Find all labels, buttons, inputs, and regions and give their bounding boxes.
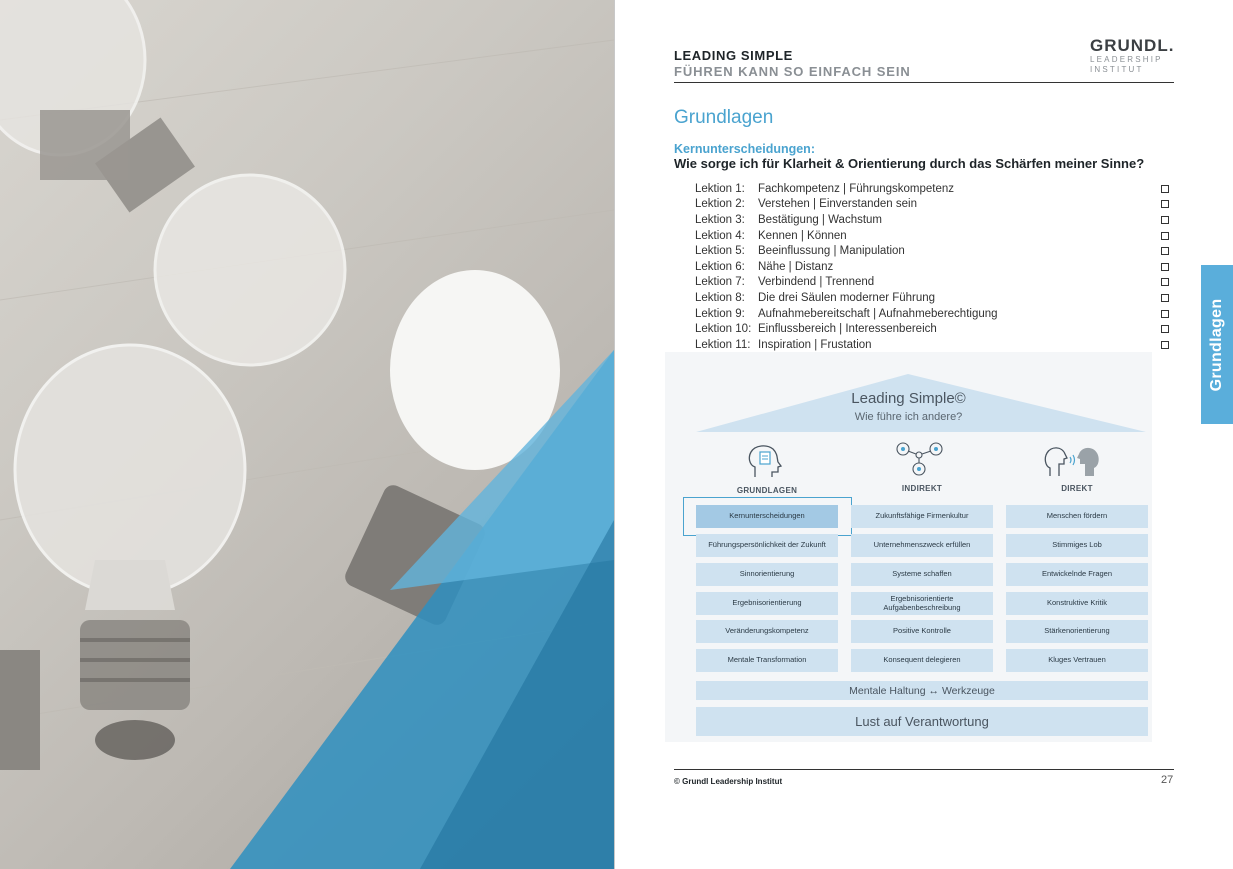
lesson-title: Beeinflussung | Manipulation: [758, 245, 905, 258]
footer-copyright: © Grundl Leadership Institut: [674, 777, 783, 786]
diagram-cell: Konstruktive Kritik: [1006, 592, 1148, 615]
lesson-item: [695, 259, 1175, 275]
lesson-title: Einflussbereich | Interessenbereich: [758, 323, 937, 336]
lesson-checkbox[interactable]: [1161, 247, 1169, 255]
lesson-title: Verstehen | Einverstanden sein: [758, 198, 917, 211]
lesson-title: Die drei Säulen moderner Führung: [758, 291, 936, 304]
roof-subtitle: Wie führe ich andere?: [854, 411, 963, 423]
header-subtitle: FÜHREN KANN SO EINFACH SEIN: [674, 64, 911, 79]
lesson-checkbox[interactable]: [1161, 232, 1169, 240]
side-tab-grundlagen[interactable]: [1201, 265, 1233, 424]
lesson-title: Bestätigung | Wachstum: [758, 213, 883, 226]
lesson-checkbox[interactable]: [1161, 294, 1169, 302]
lesson-title: Aufnahmebereitschaft | Aufnahmeberechtigung: [758, 307, 998, 320]
page-divider: [614, 0, 615, 869]
lesson-item: [695, 275, 1175, 291]
diagram-cell: Führungspersönlichkeit der Zukunft: [696, 534, 838, 557]
header-title: LEADING SIMPLE: [674, 48, 793, 63]
diagram-cell: Ergebnisorientierung: [696, 592, 838, 615]
column-label-indirekt: INDIREKT: [901, 484, 943, 493]
header-rule: [674, 82, 1174, 83]
diagram-cell: Positive Kontrolle: [851, 620, 993, 643]
lesson-checkbox[interactable]: [1161, 216, 1169, 224]
lesson-title: Kennen | Können: [758, 229, 847, 242]
lesson-title: Inspiration | Frustation: [758, 338, 872, 351]
lesson-checkbox[interactable]: [1161, 200, 1169, 208]
lesson-checkbox[interactable]: [1161, 310, 1169, 318]
footer-rule: [674, 769, 1174, 770]
diagram-bar-bottom: Lust auf Verantwortung: [696, 707, 1148, 736]
lesson-item: [695, 243, 1175, 259]
lesson-checkbox[interactable]: [1161, 263, 1169, 271]
lesson-title: Verbindend | Trennend: [758, 276, 875, 289]
lesson-number: Lektion 2:: [695, 198, 745, 211]
lesson-number: Lektion 8:: [695, 291, 745, 304]
diagram-cell: Zukunftsfähige Firmenkultur: [851, 505, 993, 528]
network-gears-icon: [895, 440, 945, 478]
side-tab-label: Grundlagen: [1208, 298, 1225, 391]
diagram-cell: Kluges Vertrauen: [1006, 649, 1148, 672]
diagram-cell: Stärkenorientierung: [1006, 620, 1148, 643]
lesson-item: [695, 212, 1175, 228]
diagram-cell: Mentale Transformation: [696, 649, 838, 672]
lesson-number: Lektion 10:: [695, 323, 752, 336]
lesson-checkbox[interactable]: [1161, 278, 1169, 286]
diagram-cell: Entwickelnde Fragen: [1006, 563, 1148, 586]
lesson-number: Lektion 6:: [695, 260, 745, 273]
section-question: Wie sorge ich für Klarheit & Orientierung durch das Schärfen meiner Sinne?: [674, 156, 1145, 171]
lesson-number: Lektion 11:: [695, 338, 751, 351]
lesson-number: Lektion 9:: [695, 307, 745, 320]
diagram-cell: Unternehmenszweck erfüllen: [851, 534, 993, 557]
lesson-number: Lektion 5:: [695, 245, 745, 258]
lesson-item: [695, 181, 1175, 197]
lesson-item: [695, 290, 1175, 306]
lesson-item: [695, 228, 1175, 244]
logo-line2: INSTITUT: [1090, 65, 1144, 74]
lesson-title: Nähe | Distanz: [758, 260, 834, 273]
lesson-item: [695, 306, 1175, 322]
lesson-number: Lektion 7:: [695, 276, 745, 289]
lesson-checkbox[interactable]: [1161, 341, 1169, 349]
head-document-icon: [745, 443, 785, 479]
lesson-checkbox[interactable]: [1161, 185, 1169, 193]
diagram-cell: Ergebnisorientierte Aufgabenbeschreibung: [851, 592, 993, 615]
lesson-list: [695, 181, 1175, 353]
column-label-grundlagen: GRUNDLAGEN: [736, 486, 798, 495]
logo-main: GRUNDL.: [1090, 36, 1175, 55]
leading-simple-diagram: [665, 352, 1152, 742]
roof-title: Leading Simple©: [851, 390, 966, 407]
lesson-number: Lektion 4:: [695, 229, 745, 242]
diagram-cell: Sinnorientierung: [696, 563, 838, 586]
lesson-checkbox[interactable]: [1161, 325, 1169, 333]
diagram-cell: Systeme schaffen: [851, 563, 993, 586]
logo-line1: LEADERSHIP: [1090, 55, 1163, 64]
lesson-title: Fachkompetenz | Führungskompetenz: [758, 182, 955, 195]
diagram-cell: Menschen fördern: [1006, 505, 1148, 528]
diagram-cell: Veränderungskompetenz: [696, 620, 838, 643]
page-title: Grundlagen: [674, 107, 774, 128]
lesson-number: Lektion 1:: [695, 182, 745, 195]
two-heads-talking-icon: [1042, 442, 1102, 478]
section-label: Kernunterscheidungen:: [674, 142, 815, 156]
diagram-cell: Konsequent delegieren: [851, 649, 993, 672]
lesson-item: [695, 337, 1175, 353]
light-bulbs-illustration: [0, 0, 614, 869]
lesson-item: [695, 197, 1175, 213]
diagram-cell: Stimmiges Lob: [1006, 534, 1148, 557]
page-number: 27: [1161, 774, 1174, 786]
column-label-direkt: DIREKT: [1061, 484, 1093, 493]
light-bulbs-photo: [0, 0, 614, 869]
diagram-bar-middle: Mentale Haltung ↔ Werkzeuge: [696, 681, 1148, 700]
lesson-number: Lektion 3:: [695, 213, 745, 226]
lesson-item: [695, 321, 1175, 337]
diagram-cell-kernunterscheidungen: Kernunterscheidungen: [696, 505, 838, 528]
